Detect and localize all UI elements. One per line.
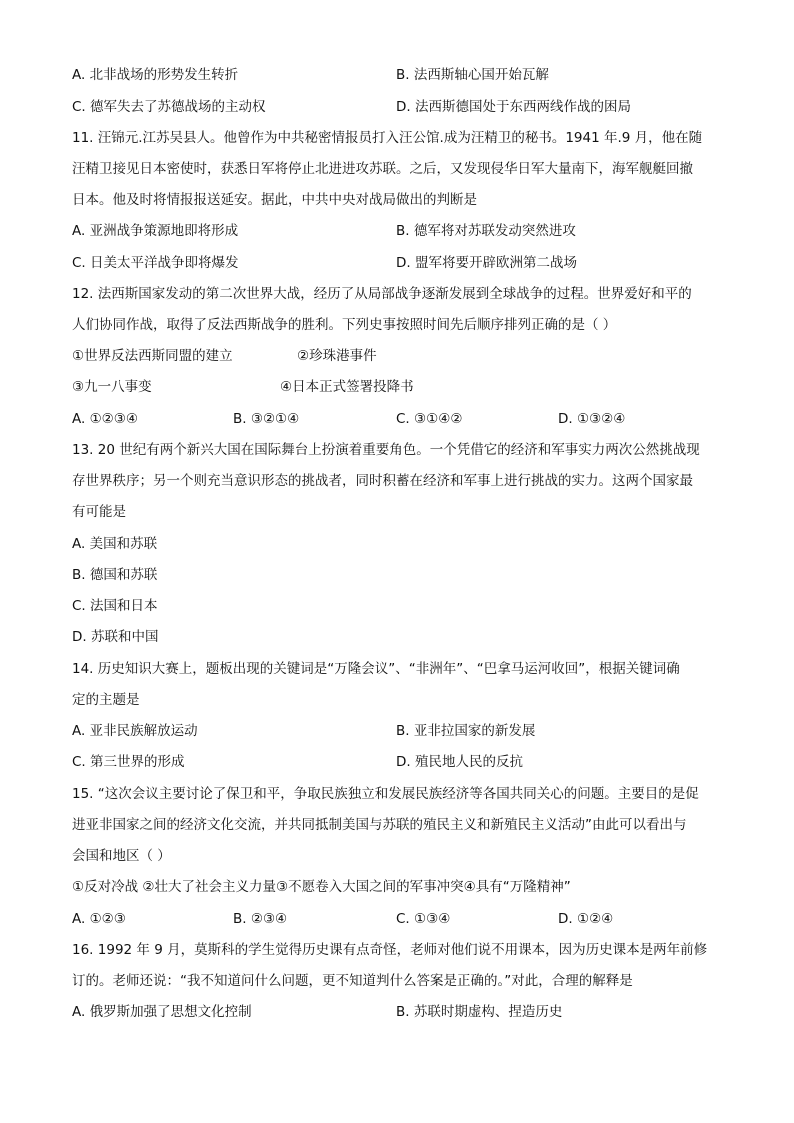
q13-option-c: C. 法国和日本 (72, 598, 158, 614)
q16-stem-line-1: 16. 1992 年 9 月，莫斯科的学生觉得历史课有点奇怪，老师对他们说不用课本，因为历史课本是两年前修 (72, 942, 708, 958)
q12-option-d: D. ①③②④ (558, 411, 626, 427)
q12-item-1: ①世界反法西斯同盟的建立 (72, 348, 233, 364)
q15-option-d: D. ①②④ (558, 911, 614, 927)
q15-stem-line-1: 15. “这次会议主要讨论了保卫和平，争取民族独立和发展民族经济等各国共同关心的问题。主要目的是促 (72, 786, 699, 802)
q13-stem-line-2: 存世界秩序；另一个则充当意识形态的挑战者，同时积蓄在经济和军事上进行挑战的实力。这两个国家最 (72, 473, 693, 489)
q11-stem-line-3: 日本。他及时将情报报送延安。据此，中共中央对战局做出的判断是 (72, 192, 477, 208)
q12-item-2: ②珍珠港事件 (297, 348, 377, 364)
q16-stem-line-2: 订的。老师还说：“我不知道问什么问题，更不知道判什么答案是正确的。”对此，合理的解释是 (72, 973, 633, 989)
q12-item-4: ④日本正式签署投降书 (280, 379, 414, 395)
q12-stem-line-1: 12. 法西斯国家发动的第二次世界大战，经历了从局部战争逐渐发展到全球战争的过程。世界爱好和平的 (72, 286, 692, 302)
q10-option-a: A. 北非战场的形势发生转折 (72, 67, 239, 83)
q11-option-c: C. 日美太平洋战争即将爆发 (72, 255, 239, 271)
q14-option-d: D. 殖民地人民的反抗 (396, 754, 523, 770)
q15-items-line: ①反对冷战 ②壮大了社会主义力量③不愿卷入大国之间的军事冲突④具有“万隆精神” (72, 879, 571, 895)
q10-option-b: B. 法西斯轴心国开始瓦解 (396, 67, 549, 83)
q11-option-d: D. 盟军将要开辟欧洲第二战场 (396, 255, 577, 271)
q16-option-a: A. 俄罗斯加强了思想文化控制 (72, 1004, 252, 1020)
q13-option-b: B. 德国和苏联 (72, 567, 158, 583)
q15-stem-line-2: 进亚非国家之间的经济文化交流，并共同抵制美国与苏联的殖民主义和新殖民主义活动”由此可以看出与 (72, 817, 687, 833)
q14-option-b: B. 亚非拉国家的新发展 (396, 723, 536, 739)
q11-stem-line-1: 11. 汪锦元.江苏吴县人。他曾作为中共秘密情报员打入汪公馆.成为汪精卫的秘书。1941 年.9 月，他在随 (72, 130, 703, 146)
q12-item-3: ③九一八事变 (72, 379, 152, 395)
q13-option-d: D. 苏联和中国 (72, 629, 159, 645)
q11-option-a: A. 亚洲战争策源地即将形成 (72, 223, 239, 239)
q15-option-a: A. ①②③ (72, 911, 126, 927)
q12-option-a: A. ①②③④ (72, 411, 138, 427)
q14-stem-line-1: 14. 历史知识大赛上，题板出现的关键词是“万隆会议”、“非洲年”、“巴拿马运河收回”，根据关键词确 (72, 661, 680, 677)
q12-stem-line-2: 人们协同作战，取得了反法西斯战争的胜利。下列史事按照时间先后顺序排列正确的是（ ） (72, 317, 617, 333)
q14-stem-line-2: 定的主题是 (72, 692, 140, 708)
q11-stem-line-2: 汪精卫接见日本密使时，获悉日军将停止北进进攻苏联。之后，又发现侵华日军大量南下，海军舰艇回撤 (72, 161, 693, 177)
q14-option-a: A. 亚非民族解放运动 (72, 723, 198, 739)
q13-stem-line-1: 13. 20 世纪有两个新兴大国在国际舞台上扮演着重要角色。一个凭借它的经济和军事实力两次公然挑战现 (72, 442, 700, 458)
q15-option-b: B. ②③④ (233, 911, 288, 927)
q11-option-b: B. 德军将对苏联发动突然进攻 (396, 223, 576, 239)
q10-option-d: D. 法西斯德国处于东西两线作战的困局 (396, 99, 631, 115)
q12-option-b: B. ③②①④ (233, 411, 300, 427)
q12-option-c: C. ③①④② (396, 411, 463, 427)
q10-option-c: C. 德军失去了苏德战场的主动权 (72, 99, 266, 115)
q15-option-c: C. ①③④ (396, 911, 451, 927)
q13-stem-line-3: 有可能是 (72, 504, 126, 520)
q16-option-b: B. 苏联时期虚构、捏造历史 (396, 1004, 563, 1020)
q15-stem-line-3: 会国和地区（ ） (72, 848, 171, 864)
q13-option-a: A. 美国和苏联 (72, 536, 158, 552)
q14-option-c: C. 第三世界的形成 (72, 754, 185, 770)
